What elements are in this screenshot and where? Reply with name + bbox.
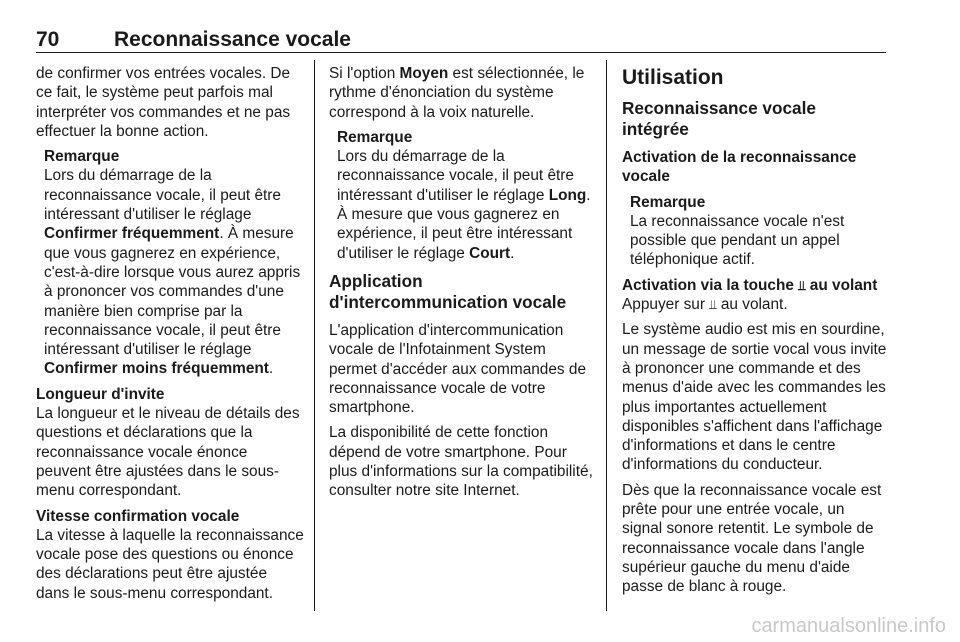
activation-title: Activation de la reconnaissance vocale [622, 149, 857, 186]
watermark: carmanualsonline.info [751, 615, 946, 637]
note-title: Remarque [630, 193, 706, 211]
note-block [622, 193, 887, 270]
press-instruction [622, 295, 887, 314]
page-number: 70 [36, 28, 60, 51]
note-text-part: Lors du démarrage de la reconnaissance vocale, il peut être intéressant d'utiliser le réglage [44, 167, 281, 224]
intro-paragraph: de confirmer vos entrées vocales. De ce fait, le système peut parfois mal interpréter vos commandes et ne pas effectuer la bonne action. [36, 65, 291, 140]
column-1 [36, 64, 304, 603]
column-3 [622, 66, 887, 597]
speed-title: Vitesse confirmation vocale [36, 507, 240, 525]
column-2 [329, 64, 595, 501]
page-header [36, 28, 886, 53]
text-part: Si l'option [329, 65, 400, 82]
text-part: est sélectionnée, le rythme d'énonciation du système correspond à la voix naturelle. [329, 65, 585, 121]
intro-paragraph [329, 64, 595, 122]
setting-confirm-often: Confirmer fréquemment [44, 225, 220, 243]
voice-control-icon: ⫫ [798, 277, 806, 293]
note-text [44, 166, 304, 378]
option-medium: Moyen [399, 65, 449, 82]
note-block [329, 128, 595, 263]
paragraph: Le système audio est mis en sourdine, un message de sortie vocal vous invite à prononcer une commande et des menus d'aide avec les commandes les plus importantes actuellement disponibles s'affichent dans l'affichage d'informations et dans le centre d'informations du conducteur. [622, 321, 887, 474]
paragraph: Dès que la reconnaissance vocale est prête pour une entrée vocale, un signal sonore retentit. Le symbole de reconnaissance vocale dans l'angle supérieur gauche du menu d'aide passe de blanc à rouge. [622, 481, 882, 596]
note-text-part: . [268, 360, 274, 378]
note-title: Remarque [337, 128, 413, 146]
setting-long: Long [548, 186, 587, 204]
text-part: au volant [805, 276, 878, 294]
note-text-part: . À mesure que vous gagnerez en expérience, il peut être intéressant d'utiliser le réglage [337, 186, 591, 262]
text-part: au volant. [716, 296, 788, 314]
section-heading: Utilisation [622, 66, 724, 89]
prompt-length-text: La longueur et le niveau de détails des questions et déclarations que la reconnaissance vocale énonce peuvent être ajustées dans le sous-menu correspondant. [36, 405, 300, 500]
voice-control-icon: ⫫ [709, 297, 717, 313]
text-part: Appuyer sur [622, 296, 710, 314]
note-text [337, 147, 595, 263]
setting-confirm-rarely: Confirmer moins fréquemment [44, 360, 269, 378]
note-text-part: . À mesure que vous gagnerez en expérience, c'est-à-dire lorsque vous aurez appris à prononcer vos commandes d'une manière bien comprise par la reconnaissance vocale, il peut être intéressant d'utiliser le réglage [44, 225, 301, 359]
setting-short: Court [469, 244, 511, 262]
column-divider [314, 60, 315, 611]
page-title: Reconnaissance vocale [114, 28, 351, 51]
note-block [36, 147, 304, 379]
note-text-part: Lors du démarrage de la reconnaissance vocale, il peut être intéressant d'utiliser le réglage [337, 148, 574, 204]
note-text-part: . [510, 244, 515, 262]
paragraph: La disponibilité de cette fonction dépend de votre smartphone. Pour plus d'informations sur la compatibilité, consulter notre site Internet. [329, 424, 593, 500]
subsection-heading: Reconnaissance vocale intégrée [622, 98, 816, 139]
text-part: Activation via la touche [622, 276, 799, 294]
prompt-length-title: Longueur d'invite [36, 385, 165, 403]
column-divider [606, 60, 607, 611]
note-title: Remarque [44, 148, 120, 166]
paragraph: L'application d'intercommunication vocale de l'Infotainment System permet d'accéder aux commandes de reconnaissance vocale de votre smartphone. [329, 321, 587, 417]
steering-activation-title [622, 276, 887, 295]
speed-text: La vitesse à laquelle la reconnaissance vocale pose des questions ou énonce des déclarations peut être ajustée dans le sous-menu correspondant. [36, 526, 304, 602]
section-title: Application d'intercommunication vocale [329, 270, 567, 312]
note-text: La reconnaissance vocale n'est possible que pendant un appel téléphonique actif. [630, 212, 845, 269]
